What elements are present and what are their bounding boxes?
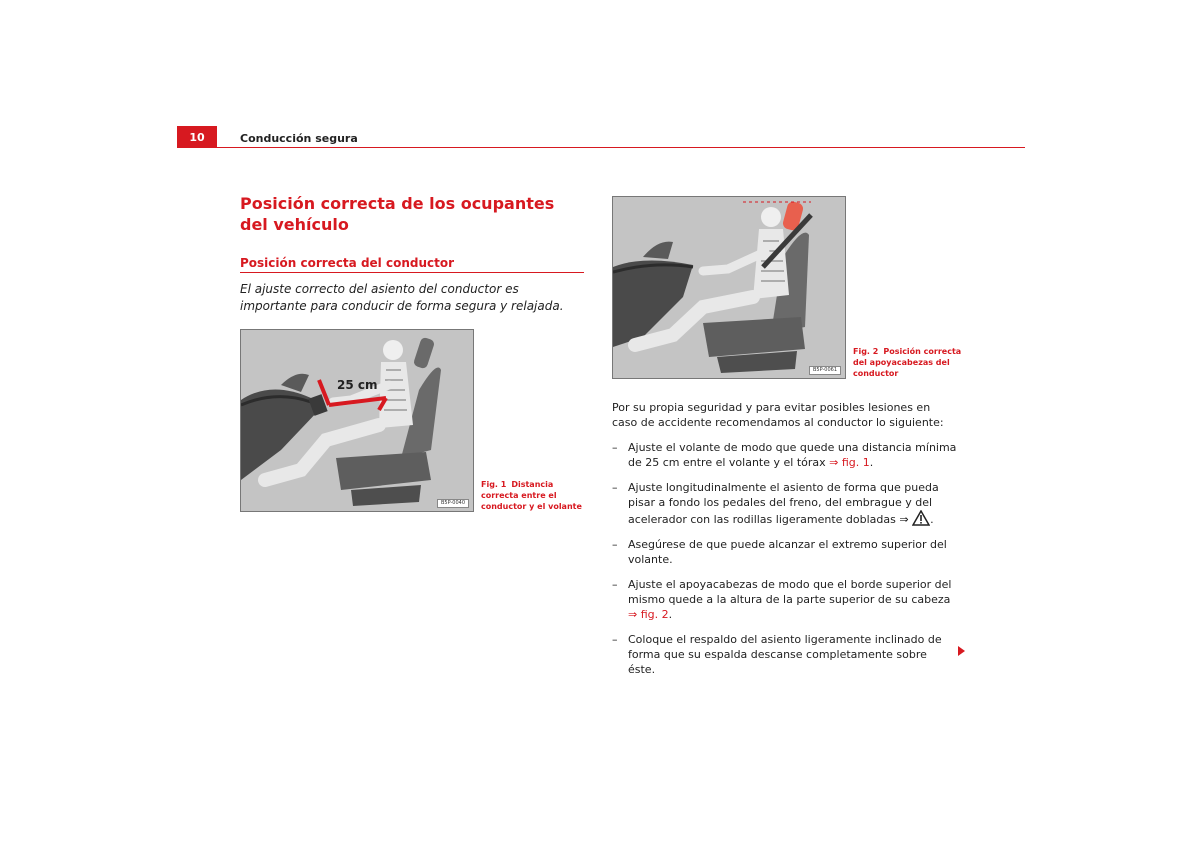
- step-text: Coloque el respaldo del asiento ligeramente inclinado de forma que su espalda descanse completamente sobre éste.: [628, 633, 942, 676]
- section-subtitle: Posición correcta del conductor: [240, 256, 584, 273]
- list-item: [612, 577, 957, 622]
- step-end: .: [930, 513, 934, 526]
- list-item: [612, 480, 957, 527]
- instruction-list: [612, 440, 957, 687]
- list-dash: –: [612, 578, 618, 591]
- figure-1-image: [240, 329, 474, 512]
- page-title: Posición correcta de los ocupantes del vehículo: [240, 194, 555, 234]
- figure-2-link[interactable]: ⇒ fig. 2: [628, 608, 669, 621]
- list-dash: –: [612, 538, 618, 551]
- figure-1-link[interactable]: ⇒ fig. 1: [829, 456, 870, 469]
- page-number: 10: [177, 126, 217, 148]
- warning-triangle-icon[interactable]: [912, 510, 930, 526]
- step-text: Asegúrese de que puede alcanzar el extremo superior del volante.: [628, 538, 947, 566]
- figure-1-caption-text: Distancia correcta entre el conductor y el volante: [481, 480, 582, 511]
- body-paragraph: Por su propia seguridad y para evitar posibles lesiones en caso de accidente recomendamos al conductor lo siguiente:: [612, 401, 944, 429]
- figure-1-label: Fig. 1: [481, 480, 507, 489]
- figure-1-caption: [481, 479, 591, 512]
- step-end: .: [668, 608, 673, 621]
- list-dash: –: [612, 441, 618, 454]
- section-title: Conducción segura: [240, 132, 358, 145]
- headrest-illustration: [613, 197, 845, 378]
- list-item: [612, 537, 957, 567]
- step-text: Ajuste el volante de modo que quede una distancia mínima de 25 cm entre el volante y el tórax: [628, 441, 957, 469]
- step-text: Ajuste longitudinalmente el asiento de forma que pueda pisar a fondo los pedales del freno, del embrague y del acelerador con las rodillas ligeramente dobladas: [628, 481, 939, 526]
- intro-paragraph: El ajuste correcto del asiento del conductor es importante para conducir de forma segura y relajada.: [240, 282, 564, 313]
- next-page-arrow-icon[interactable]: [958, 646, 965, 656]
- step-text: Ajuste el apoyacabezas de modo que el borde superior del mismo quede a la altura de la parte superior de su cabeza: [628, 578, 952, 606]
- list-dash: –: [612, 481, 618, 494]
- list-dash: –: [612, 633, 618, 646]
- figure-2-caption: [853, 346, 963, 379]
- driver-distance-illustration: [241, 330, 473, 511]
- warning-ref-arrow[interactable]: ⇒: [899, 513, 909, 526]
- figure-1-code: B5P-0040: [437, 499, 469, 508]
- step-end: .: [869, 456, 874, 469]
- header-rule: [177, 147, 1025, 148]
- figure-1-measure: 25 cm: [337, 378, 378, 392]
- figure-2-code: B5P-0061: [809, 366, 841, 375]
- figure-2-image: [612, 196, 846, 379]
- list-item: [612, 632, 957, 677]
- list-item: [612, 440, 957, 470]
- figure-2-label: Fig. 2: [853, 347, 879, 356]
- figure-2-caption-text: Posición correcta del apoyacabezas del conductor: [853, 347, 962, 378]
